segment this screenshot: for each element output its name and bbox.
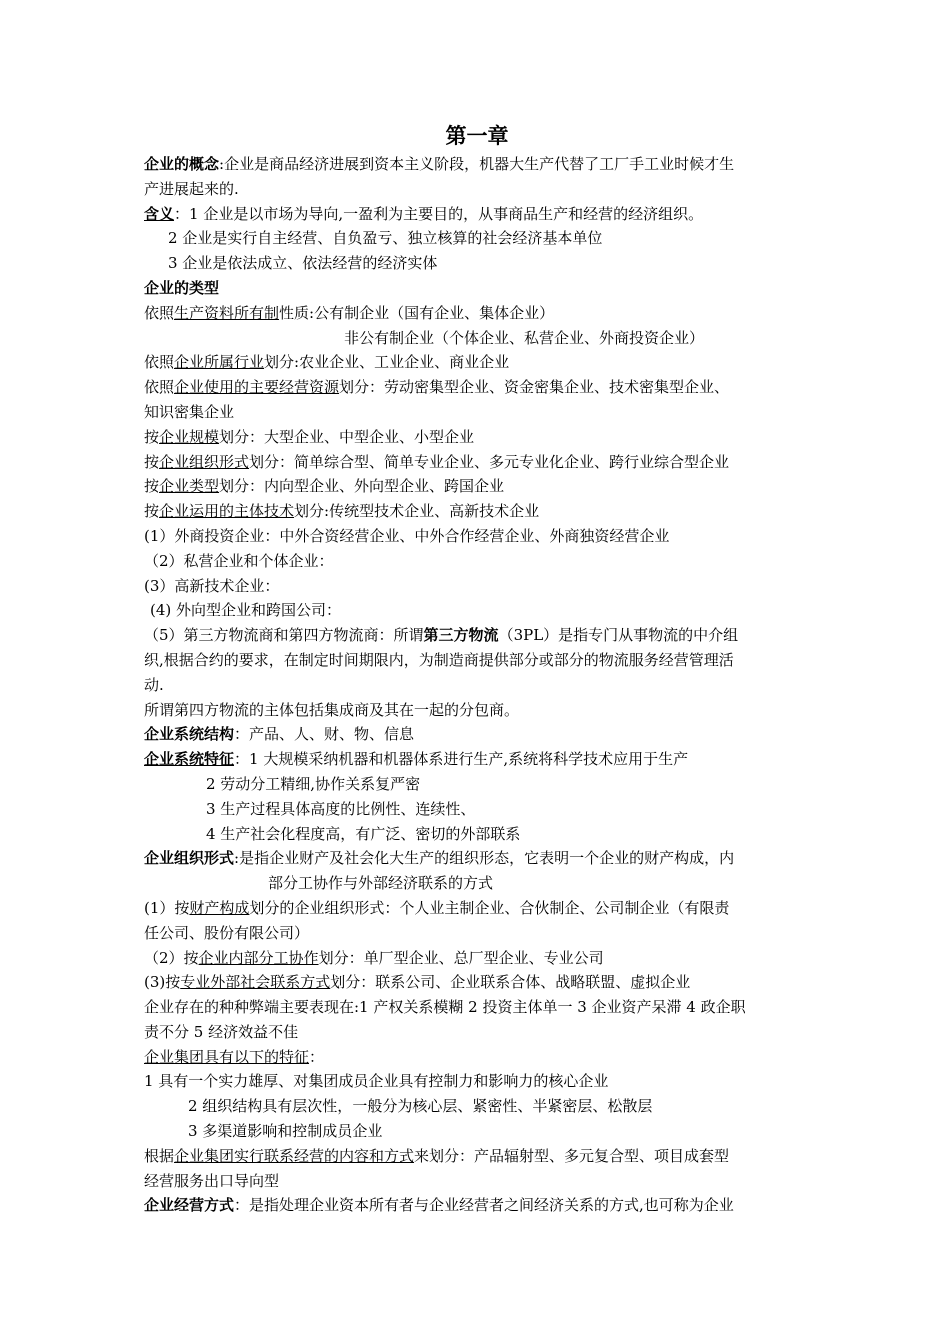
text-line: 1 具有一个实力雄厚、对集团成员企业具有控制力和影响力的核心企业 (144, 1072, 609, 1091)
text-line: 2 劳动分工精细,协作关系复严密 (206, 774, 421, 793)
text-line (144, 152, 810, 177)
text-line (144, 623, 810, 648)
line-text: 划分的企业组织形式：个人业主制企业、合伙制企、公司制企业（有限责 (249, 898, 730, 917)
line-text: ：是指处理企业资本所有者与企业经营者之间经济关系的方式,也可称为企业 (234, 1196, 734, 1215)
line-text: 划分：简单综合型、简单专业企业、多元专业化企业、跨行业综合型企业 (249, 452, 730, 471)
line-text: 划分：内向型企业、外向型企业、跨国企业 (219, 477, 505, 496)
text-line: 知识密集企业 (144, 402, 235, 421)
line-text: :企业是商品经济进展到资本主义阶段，机器大生产代替了工厂手工业时候才生 (219, 155, 735, 173)
bold-underlined-term: 企业系统特征 (144, 750, 235, 769)
text-line (144, 202, 810, 227)
text-line: (3）高新技术企业： (144, 576, 280, 595)
line-text: ：产品、人、财、物、信息 (234, 725, 415, 744)
text-line: 责不分 5 经济效益不佳 (144, 1022, 299, 1041)
line-text: 划分：大型企业、中型企业、小型企业 (219, 427, 475, 446)
line-text: (1）按 (144, 898, 190, 917)
text-line (144, 846, 810, 871)
line-text: 按 (144, 427, 160, 446)
line-text: 划分:农业企业、工业企业、商业企业 (264, 353, 510, 372)
chapter-title: 第一章 (445, 123, 509, 148)
text-line (144, 896, 810, 921)
text-line: 3 生产过程具体高度的比例性、连续性、 (206, 799, 476, 818)
line-text: (3)按 (144, 973, 181, 992)
underlined-term: 专业外部社会联系方式 (180, 973, 331, 992)
underlined-term: 企业集团实行联系经营的内容和方式 (174, 1146, 415, 1165)
text-line (144, 1144, 810, 1169)
underlined-term: 企业组织形式 (159, 452, 250, 471)
line-text: 依照 (144, 303, 175, 322)
line-text: 划分：劳动密集型企业、资金密集企业、技术密集型企业、 (339, 378, 730, 397)
underlined-term: 企业集团具有以下的特征 (144, 1047, 310, 1066)
bold-term: 企业的概念 (144, 155, 220, 173)
text-line: 经营服务出口导向型 (144, 1171, 280, 1190)
line-text: （3PL）是指专门从事物流的中介组 (498, 626, 739, 645)
text-line (144, 425, 810, 450)
text-line (144, 970, 810, 995)
text-line: 3 多渠道影响和控制成员企业 (188, 1122, 383, 1141)
line-text: （5）第三方物流商和第四方物流商：所谓 (144, 626, 424, 645)
text-line: 2 组织结构具有层次性，一般分为核心层、紧密性、半紧密层、松散层 (188, 1097, 653, 1116)
text-line: 所谓第四方物流的主体包括集成商及其在一起的分包商。 (144, 700, 520, 719)
line-text: 划分：联系公司、企业联系合体、战略联盟、虚拟企业 (330, 973, 691, 992)
line-text: 划分:传统型技术企业、高新技术企业 (294, 502, 540, 521)
text-line: 产进展起来的. (144, 179, 239, 198)
underlined-term: 生产资料所有制 (174, 303, 280, 322)
text-line (144, 1193, 810, 1218)
underlined-term: 企业类型 (159, 477, 220, 496)
line-text: 按 (144, 452, 160, 471)
text-line: 企业存在的种种弊端主要表现在:1 产权关系模糊 2 投资主体单一 3 企业资产呆滞 4 政企职 (144, 998, 746, 1017)
text-line (144, 474, 810, 499)
underlined-term: 企业规模 (159, 427, 220, 446)
bold-underlined-term: 含义 (144, 204, 175, 223)
line-text: ： (309, 1047, 325, 1066)
line-text: 依照 (144, 353, 175, 372)
line-text: （2）按 (144, 948, 199, 967)
underlined-term: 企业所属行业 (174, 353, 265, 372)
bold-term: 企业经营方式 (144, 1196, 235, 1215)
text-line: （2）私营企业和个体企业： (144, 551, 334, 570)
line-text: 依照 (144, 378, 175, 397)
text-line (144, 722, 810, 747)
text-line: (4) 外向型企业和跨国公司： (150, 601, 342, 620)
underlined-term: 财产构成 (189, 898, 250, 917)
bold-term: 企业系统结构 (144, 725, 235, 744)
text-line (144, 1045, 810, 1070)
line-text: 按 (144, 477, 160, 496)
text-line (144, 375, 810, 400)
line-text: 划分：单厂型企业、总厂型企业、专业公司 (318, 948, 604, 967)
underlined-term: 企业运用的主体技术 (159, 502, 295, 521)
text-line (144, 747, 810, 772)
text-line (144, 450, 810, 475)
text-line: 非公有制企业（个体企业、私营企业、外商投资企业） (344, 328, 705, 347)
line-text: 按 (144, 502, 160, 521)
line-text: 来划分：产品辐射型、多元复合型、项目成套型 (414, 1146, 730, 1165)
text-line (144, 350, 810, 375)
underlined-term: 企业内部分工协作 (198, 948, 319, 967)
text-line: 织,根据合约的要求，在制定时间期限内，为制造商提供部分或部分的物流服务经营管理活 (144, 650, 734, 669)
line-text: ：1 企业是以市场为导向,一盈利为主要目的，从事商品生产和经营的经济组织。 (174, 204, 704, 223)
text-line (144, 946, 810, 971)
bold-term: 第三方物流 (423, 626, 499, 645)
text-line: (1）外商投资企业：中外合资经营企业、中外合作经营企业、外商独资经营企业 (144, 526, 670, 545)
text-line: 部分工协作与外部经济联系的方式 (268, 874, 494, 893)
document-page (144, 120, 810, 1218)
section-heading: 企业的类型 (144, 278, 220, 297)
text-line: 3 企业是依法成立、依法经营的经济实体 (168, 254, 438, 273)
text-line: 动. (144, 675, 164, 694)
text-line: 任公司、股份有限公司） (144, 923, 310, 942)
text-line: 4 生产社会化程度高，有广泛、密切的外部联系 (206, 824, 521, 843)
text-line (144, 301, 810, 326)
text-line (144, 499, 810, 524)
line-text: :是指企业财产及社会化大生产的组织形态，它表明一个企业的财产构成，内 (234, 849, 735, 868)
line-text: 性质:公有制企业（国有企业、集体企业） (279, 303, 555, 322)
underlined-term: 企业使用的主要经营资源 (174, 378, 340, 397)
line-text: 根据 (144, 1146, 175, 1165)
text-line: 2 企业是实行自主经营、自负盈亏、独立核算的社会经济基本单位 (168, 229, 603, 248)
line-text: ：1 大规模采纳机器和机器体系进行生产,系统将科学技术应用于生产 (234, 750, 689, 769)
bold-term: 企业组织形式 (144, 849, 235, 868)
